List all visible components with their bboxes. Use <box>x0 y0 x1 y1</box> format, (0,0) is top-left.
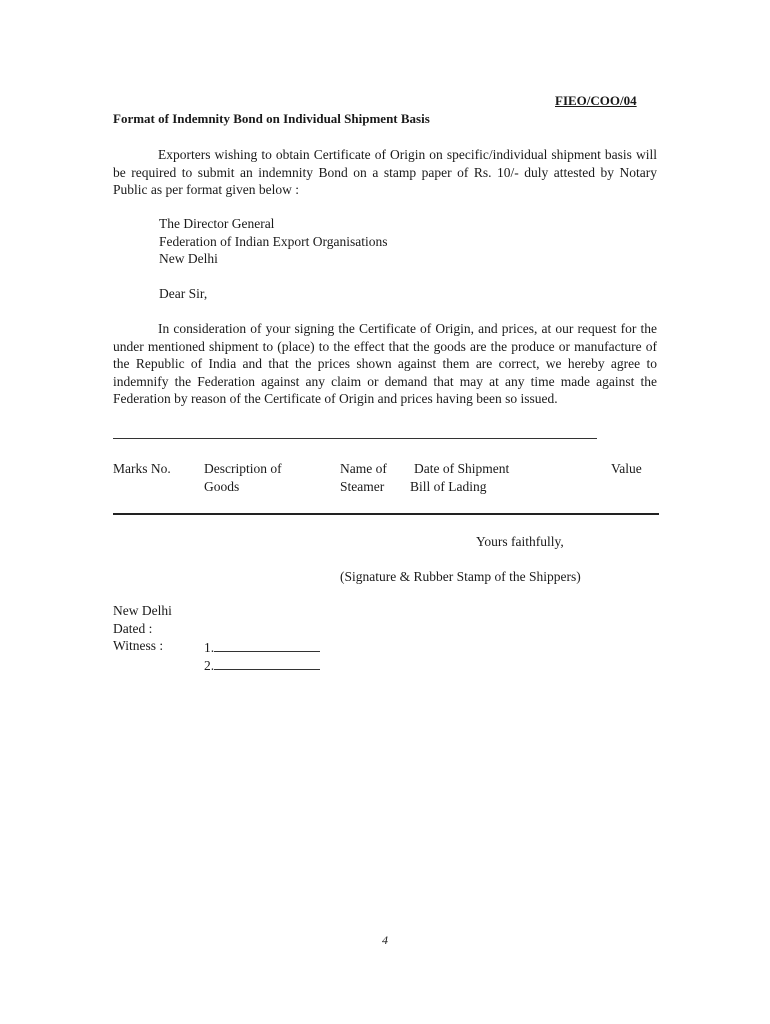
table-bottom-rule <box>113 513 659 515</box>
closing-yours-faithfully: Yours faithfully, <box>476 534 564 549</box>
intro-paragraph: Exporters wishing to obtain Certificate of Origin on specific/individual shipment basis will be required to submit an indemnity Bond on a stamp paper of Rs. 10/- duly attested by Notary Public as per format given below : <box>113 147 657 197</box>
column-marks: Marks No. <box>113 461 171 476</box>
dated-label: Dated : <box>113 621 153 636</box>
signature-caption: (Signature & Rubber Stamp of the Shippers) <box>340 569 581 584</box>
form-reference-code: FIEO/COO/04 <box>555 93 637 108</box>
column-steamer: Name of Steamer <box>340 461 387 494</box>
witness-2-blank <box>214 656 320 670</box>
witness-line-2: 2. <box>204 656 320 674</box>
column-shipment: Date of Shipment Bill of Lading <box>410 461 510 494</box>
address-line-organisation: Federation of Indian Export Organisations <box>159 234 388 249</box>
witness-1-blank <box>214 638 320 652</box>
divider-line <box>113 438 597 439</box>
indemnity-paragraph: In consideration of your signing the Certificate of Origin, and prices, at our request for the under mentioned shipment to (place) to the effect that the goods are the produce or manufacture of the Republic of India and that the prices shown against them are correct, we hereby agree to indemnify the Federation against any claim or demand that may at any time made against the Federation by reason of the Certificate of Origin and prices having been so issued. <box>113 321 657 406</box>
column-description: Description of Goods <box>204 461 282 494</box>
address-line-recipient: The Director General <box>159 216 275 231</box>
page-number: 4 <box>382 933 388 947</box>
document-title: Format of Indemnity Bond on Individual Shipment Basis <box>113 111 430 126</box>
place-label: New Delhi <box>113 603 172 618</box>
witness-line-1: 1. <box>204 638 320 656</box>
address-line-city: New Delhi <box>159 251 218 266</box>
salutation: Dear Sir, <box>159 286 208 301</box>
witness-label: Witness : <box>113 638 164 653</box>
column-value: Value <box>611 461 642 476</box>
